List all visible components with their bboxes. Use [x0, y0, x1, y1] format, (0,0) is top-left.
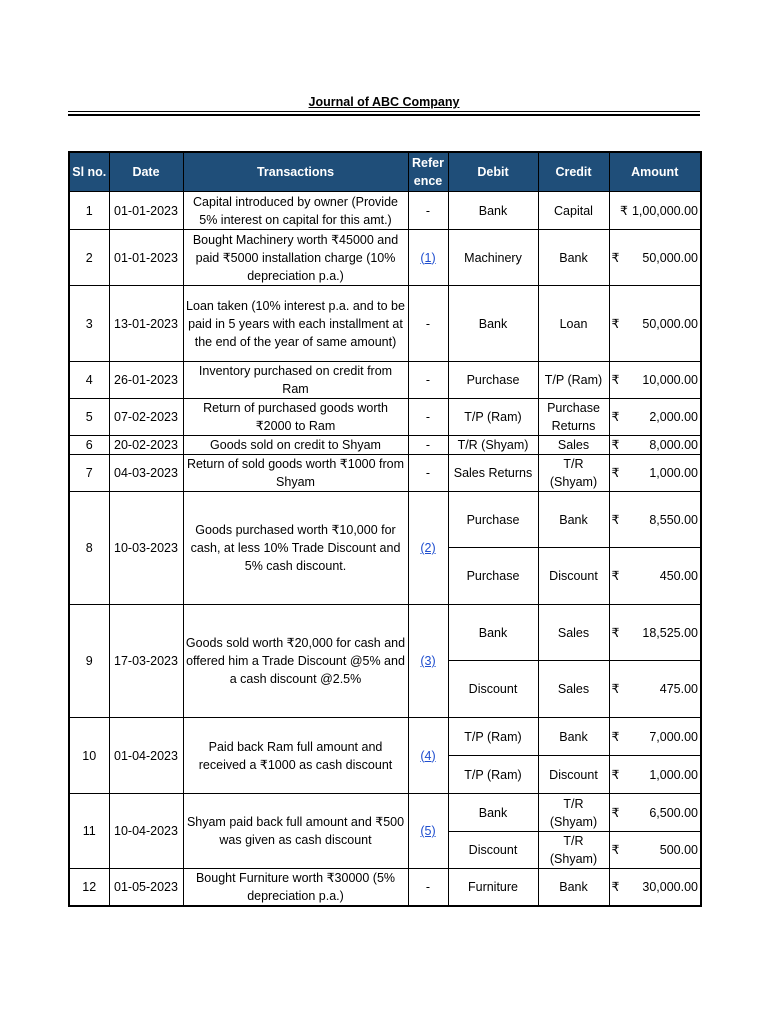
table-row [69, 436, 701, 455]
currency-symbol: ₹ [611, 682, 620, 696]
amount-wrap [612, 624, 699, 642]
amount-value: 50,000.00 [642, 250, 698, 265]
amount-value: 6,500.00 [649, 805, 698, 820]
cell-debit: T/P (Ram) [448, 399, 538, 436]
cell-reference: - [408, 436, 448, 455]
cell-amount [609, 230, 701, 286]
table-row [69, 230, 701, 286]
currency-symbol: ₹ [611, 880, 620, 894]
cell-transaction: Bought Machinery worth ₹45000 and paid ₹5000 installation charge (10% depreciation p.a.) [183, 230, 408, 286]
cell-transaction: Loan taken (10% interest p.a. and to be paid in 5 years with each installment at the end of the year of same amount) [183, 286, 408, 362]
currency-symbol: ₹ [611, 805, 620, 820]
cell-date: 13-01-2023 [109, 286, 183, 362]
table-row [69, 286, 701, 362]
cell-credit: Bank [538, 718, 609, 756]
cell-date: 10-03-2023 [109, 492, 183, 605]
currency-symbol: ₹ [611, 843, 620, 857]
cell-amount [609, 794, 701, 832]
currency-symbol: ₹ [620, 203, 628, 218]
currency-symbol: ₹ [611, 250, 620, 265]
cell-transaction: Goods sold worth ₹20,000 for cash and offered him a Trade Discount @5% and a cash discount @2.5% [183, 605, 408, 718]
amount-wrap [612, 567, 699, 585]
table-row [69, 869, 701, 907]
cell-debit: Bank [448, 605, 538, 661]
cell-credit: Bank [538, 230, 609, 286]
cell-transaction: Inventory purchased on credit from Ram [183, 362, 408, 399]
cell-credit: T/R (Shyam) [538, 794, 609, 832]
cell-credit: Discount [538, 756, 609, 794]
header-row [69, 152, 701, 192]
cell-debit: Sales Returns [448, 455, 538, 492]
cell-credit: Bank [538, 869, 609, 907]
cell-sl: 4 [69, 362, 109, 399]
amount-wrap [612, 766, 699, 784]
currency-symbol: ₹ [611, 625, 620, 640]
cell-debit: Furniture [448, 869, 538, 907]
cell-date: 07-02-2023 [109, 399, 183, 436]
amount-value: 2,000.00 [649, 410, 698, 424]
cell-transaction: Shyam paid back full amount and ₹500 was given as cash discount [183, 794, 408, 869]
amount-value: 1,00,000.00 [631, 203, 698, 218]
cell-credit: T/R (Shyam) [538, 455, 609, 492]
cell-sl: 8 [69, 492, 109, 605]
cell-amount [609, 832, 701, 869]
reference-link[interactable]: (2) [408, 492, 448, 605]
header-credit: Credit [538, 152, 609, 192]
amount-value: 7,000.00 [649, 729, 698, 744]
cell-transaction: Return of sold goods worth ₹1000 from Shyam [183, 455, 408, 492]
cell-credit: Loan [538, 286, 609, 362]
amount-value: 450.00 [659, 569, 698, 583]
cell-debit: Bank [448, 794, 538, 832]
cell-debit: Machinery [448, 230, 538, 286]
table-row [69, 362, 701, 399]
currency-symbol: ₹ [611, 569, 620, 583]
amount-wrap [612, 804, 699, 822]
cell-date: 10-04-2023 [109, 794, 183, 869]
cell-transaction: Return of purchased goods worth ₹2000 to Ram [183, 399, 408, 436]
journal-body [69, 192, 701, 907]
cell-transaction: Paid back Ram full amount and received a ₹1000 as cash discount [183, 718, 408, 794]
cell-debit: Discount [448, 832, 538, 869]
cell-sl: 7 [69, 455, 109, 492]
cell-date: 20-02-2023 [109, 436, 183, 455]
cell-sl: 5 [69, 399, 109, 436]
cell-sl: 10 [69, 718, 109, 794]
cell-credit: Sales [538, 436, 609, 455]
header-amount: Amount [609, 152, 701, 192]
cell-transaction: Goods sold on credit to Shyam [183, 436, 408, 455]
amount-wrap [612, 728, 699, 746]
cell-reference: - [408, 869, 448, 907]
cell-sl: 2 [69, 230, 109, 286]
cell-date: 17-03-2023 [109, 605, 183, 718]
cell-reference: - [408, 192, 448, 230]
cell-credit: Capital [538, 192, 609, 230]
cell-amount [609, 869, 701, 907]
cell-date: 01-04-2023 [109, 718, 183, 794]
cell-amount [609, 399, 701, 436]
cell-debit: T/R (Shyam) [448, 436, 538, 455]
cell-amount [609, 455, 701, 492]
currency-symbol: ₹ [611, 373, 620, 387]
cell-debit: T/P (Ram) [448, 718, 538, 756]
reference-link[interactable]: (4) [408, 718, 448, 794]
cell-date: 04-03-2023 [109, 455, 183, 492]
table-row [69, 492, 701, 548]
amount-value: 475.00 [659, 682, 698, 696]
amount-value: 500.00 [659, 843, 698, 857]
reference-link[interactable]: (5) [408, 794, 448, 869]
cell-debit: Bank [448, 192, 538, 230]
cell-amount [609, 362, 701, 399]
cell-reference: - [408, 455, 448, 492]
cell-debit: Purchase [448, 492, 538, 548]
amount-value: 8,550.00 [649, 512, 698, 527]
cell-credit: Sales [538, 605, 609, 661]
cell-credit: Purchase Returns [538, 399, 609, 436]
table-row [69, 399, 701, 436]
journal-table [68, 151, 702, 907]
cell-sl: 6 [69, 436, 109, 455]
cell-amount [609, 756, 701, 794]
amount-wrap [612, 315, 699, 333]
cell-debit: Bank [448, 286, 538, 362]
reference-link[interactable]: (3) [408, 605, 448, 718]
cell-credit: Discount [538, 548, 609, 605]
cell-credit: Bank [538, 492, 609, 548]
amount-value: 1,000.00 [649, 767, 698, 782]
amount-value: 1,000.00 [649, 466, 698, 480]
currency-symbol: ₹ [611, 438, 620, 452]
cell-date: 01-05-2023 [109, 869, 183, 907]
cell-amount [609, 192, 701, 230]
header-transactions: Transactions [183, 152, 408, 192]
reference-link[interactable]: (1) [408, 230, 448, 286]
amount-wrap [612, 841, 699, 859]
amount-wrap [612, 878, 699, 896]
amount-wrap [612, 371, 699, 389]
cell-sl: 9 [69, 605, 109, 718]
cell-debit: Purchase [448, 548, 538, 605]
header-date: Date [109, 152, 183, 192]
table-row [69, 794, 701, 832]
title-rule-thick [68, 114, 700, 116]
amount-value: 10,000.00 [642, 373, 698, 387]
amount-wrap [612, 464, 699, 482]
cell-amount [609, 718, 701, 756]
cell-transaction: Bought Furniture worth ₹30000 (5% depreciation p.a.) [183, 869, 408, 907]
cell-amount [609, 436, 701, 455]
currency-symbol: ₹ [611, 466, 620, 480]
currency-symbol: ₹ [611, 512, 620, 527]
header-sl: Sl no. [69, 152, 109, 192]
amount-wrap [612, 436, 699, 454]
amount-value: 8,000.00 [649, 438, 698, 452]
amount-wrap [612, 249, 699, 267]
amount-wrap [612, 511, 699, 529]
cell-sl: 12 [69, 869, 109, 907]
amount-wrap [612, 408, 699, 426]
amount-wrap [612, 202, 699, 220]
cell-transaction: Capital introduced by owner (Provide 5% interest on capital for this amt.) [183, 192, 408, 230]
header-reference: Refer ence [408, 152, 448, 192]
cell-amount [609, 605, 701, 661]
cell-amount [609, 286, 701, 362]
cell-sl: 3 [69, 286, 109, 362]
table-row [69, 718, 701, 756]
cell-sl: 11 [69, 794, 109, 869]
cell-debit: T/P (Ram) [448, 756, 538, 794]
amount-value: 30,000.00 [642, 880, 698, 894]
cell-credit: Sales [538, 661, 609, 718]
cell-credit: T/P (Ram) [538, 362, 609, 399]
currency-symbol: ₹ [611, 316, 620, 331]
currency-symbol: ₹ [611, 767, 620, 782]
cell-date: 01-01-2023 [109, 192, 183, 230]
cell-amount [609, 548, 701, 605]
amount-value: 50,000.00 [642, 316, 698, 331]
amount-wrap [612, 680, 699, 698]
cell-sl: 1 [69, 192, 109, 230]
cell-debit: Discount [448, 661, 538, 718]
cell-transaction: Goods purchased worth ₹10,000 for cash, at less 10% Trade Discount and 5% cash discount. [183, 492, 408, 605]
table-row [69, 605, 701, 661]
table-row [69, 192, 701, 230]
page-title: Journal of ABC Company [308, 95, 460, 109]
currency-symbol: ₹ [611, 729, 620, 744]
cell-amount [609, 492, 701, 548]
amount-value: 18,525.00 [642, 625, 698, 640]
cell-date: 26-01-2023 [109, 362, 183, 399]
header-debit: Debit [448, 152, 538, 192]
currency-symbol: ₹ [611, 410, 620, 424]
title-rule-thin [68, 111, 700, 112]
cell-reference: - [408, 362, 448, 399]
cell-reference: - [408, 399, 448, 436]
cell-date: 01-01-2023 [109, 230, 183, 286]
cell-debit: Purchase [448, 362, 538, 399]
cell-reference: - [408, 286, 448, 362]
cell-credit: T/R (Shyam) [538, 832, 609, 869]
cell-amount [609, 661, 701, 718]
table-row [69, 455, 701, 492]
